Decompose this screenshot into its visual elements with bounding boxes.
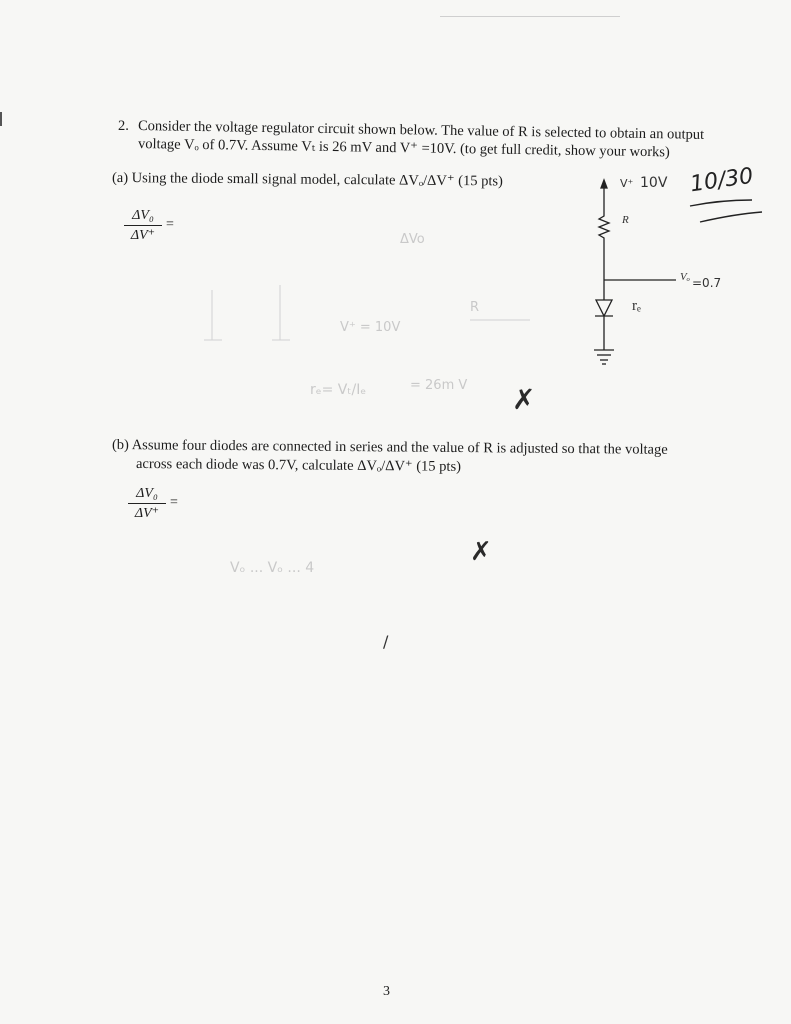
- vo-label: Vₒ: [680, 271, 690, 283]
- vplus-handwritten: 10V: [640, 175, 668, 191]
- part-b-line-2: across each diode was 0.7V, calculate ΔVₒ/ΔV⁺ (15 pts): [135, 456, 462, 475]
- erased-work-1: ΔVo: [400, 232, 425, 247]
- score-underline-2: [700, 212, 762, 222]
- part-b-numerator: ΔV₀: [136, 486, 158, 501]
- part-a-prompt: (a) Using the diode small signal model, calculate ΔVₒ/ΔV⁺ (15 pts): [111, 170, 503, 190]
- question-line-1: Consider the voltage regulator circuit shown below. The value of R is selected to obtain an output: [137, 118, 705, 143]
- rd-label: rₑ: [632, 298, 641, 314]
- score-underline-1: [690, 200, 752, 206]
- part-b-grade-mark: ✗: [470, 537, 492, 567]
- diode-triangle: [596, 300, 612, 316]
- part-a-numerator: ΔV₀: [132, 208, 154, 223]
- erased-work-3: R: [470, 300, 480, 315]
- part-a-grade-mark: ✗: [512, 383, 536, 416]
- resistor-r: [599, 210, 609, 246]
- vplus-label: V⁺: [620, 177, 634, 190]
- score-annotation: 10/30: [688, 163, 755, 198]
- part-b-fraction-bar: [128, 503, 166, 504]
- vo-handwritten: =0.7: [692, 276, 722, 290]
- part-b-denominator: ΔV⁺: [134, 506, 160, 521]
- erased-work-5: = 26m V: [410, 378, 468, 393]
- grader-tick: /: [383, 632, 389, 651]
- vplus-arrow-head: [601, 180, 607, 188]
- page-number: 3: [383, 984, 390, 999]
- resistor-label: R: [622, 214, 629, 226]
- erased-work-2: V⁺ = 10V: [340, 320, 401, 335]
- part-b-fraction: [128, 486, 178, 522]
- erased-work-6: Vₒ ... Vₒ ... 4: [230, 560, 315, 576]
- erased-work-4: rₑ= Vₜ/Iₑ: [310, 382, 367, 398]
- part-b-equals: =: [170, 495, 178, 510]
- part-a-equals: =: [166, 217, 174, 232]
- question-line-2: voltage Vₒ of 0.7V. Assume Vₜ is 26 mV and V⁺ =10V. (to get full credit, show your works): [137, 136, 670, 161]
- question-number: 2.: [118, 118, 129, 134]
- part-b-line-1: (b) Assume four diodes are connected in series and the value of R is adjusted so that the voltage: [111, 437, 668, 458]
- part-a-denominator: ΔV⁺: [130, 228, 156, 243]
